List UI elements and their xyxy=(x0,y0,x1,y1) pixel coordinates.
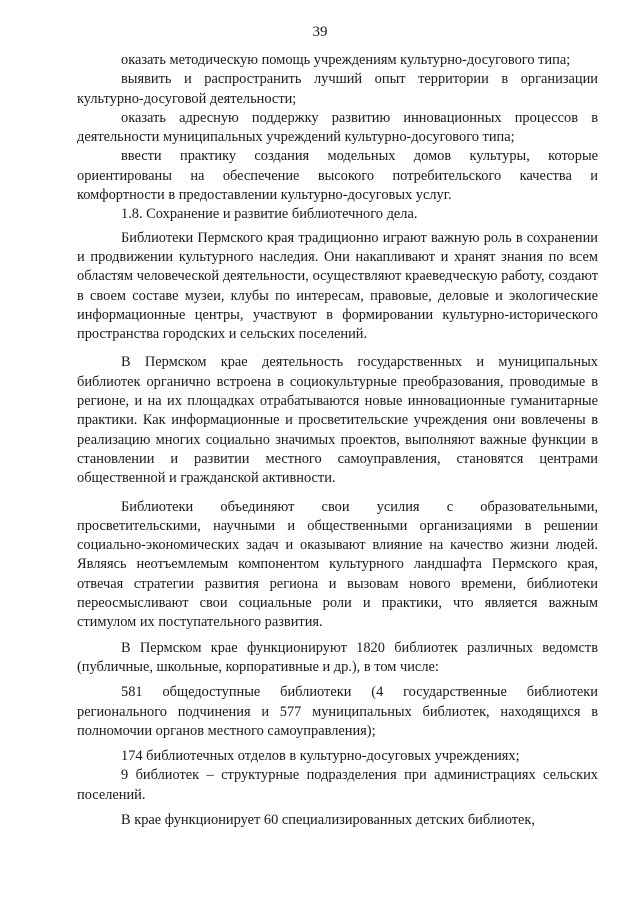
paragraph-model-houses: ввести практику создания модельных домов культуры, которые ориентированы на обеспечение высокого потребительского качества и комфортности в предоставлении культурно-досуговых услуг. xyxy=(77,148,598,204)
paragraph-library-departments: 174 библиотечных отделов в культурно-досуговых учреждениях; xyxy=(121,748,520,765)
page-number: 39 xyxy=(312,24,328,40)
document-body xyxy=(77,51,598,830)
paragraph-libraries-cooperation: Библиотеки объединяют свои усилия с образовательными, просветительскими, научными и общественными организациями в решении социально-экономических задач и оказывают влияние на качество жизни людей. Являясь неотъемлемым компонентом культурного ландшафта Пермского края, отвечая стратегии развития региона и вызовам нового времени, библиотеки переосмысливают свои социальные роли и практики, что является важным стимулом их поступательного развития. xyxy=(77,498,598,631)
paragraph-methodical-help: оказать методическую помощь учреждениям культурно-досугового типа; xyxy=(121,52,571,68)
paragraph-libraries-role: Библиотеки Пермского края традиционно играют важную роль в сохранении и продвижении культурного наследия. Они накапливают и хранят знания по всем областям человеческой деятельности, осуществляют краеведческую работу, создают в своем составе музеи, клубы по интересам, правовые, деловые и экологические информационные центры, участвуют в формировании культурно-исторического пространства городских и сельских поселений. xyxy=(77,229,598,343)
paragraph-rural-libraries: 9 библиотек – структурные подразделения при администрациях сельских поселений. xyxy=(77,767,598,803)
paragraph-public-libraries: 581 общедоступные библиотеки (4 государственные библиотеки регионального подчинения и 577 муниципальных библиотек, находящихся в полномочии органов местного самоуправления); xyxy=(77,684,598,739)
section-heading-1-8: 1.8. Сохранение и развитие библиотечного дела. xyxy=(121,206,418,223)
paragraph-library-count: В Пермском крае функционируют 1820 библиотек различных ведомств (публичные, школьные, корпоративные и др.), в том числе: xyxy=(77,639,598,675)
paragraph-best-practices: выявить и распространить лучший опыт территории в организации культурно-досуговой деятельности; xyxy=(77,71,598,107)
paragraph-targeted-support: оказать адресную поддержку развитию инновационных процессов в деятельности муниципальных учреждений культурно-досугового типа; xyxy=(77,109,598,146)
paragraph-children-libraries: В крае функционирует 60 специализированных детских библиотек, xyxy=(121,811,535,828)
paragraph-libraries-activity: В Пермском крае деятельность государственных и муниципальных библиотек органично встроена в социокультурные преобразования, проводимые в регионе, и на их площадках отрабатываются новые инновационные гуманитарные практики. Как информационные и просветительские учреждения они вовлечены в реализацию многих социально значимых проектов, выполняют важные функции в становлении и развитии местного самоуправления, становятся центрами общественной и гражданской активности. xyxy=(77,354,598,487)
